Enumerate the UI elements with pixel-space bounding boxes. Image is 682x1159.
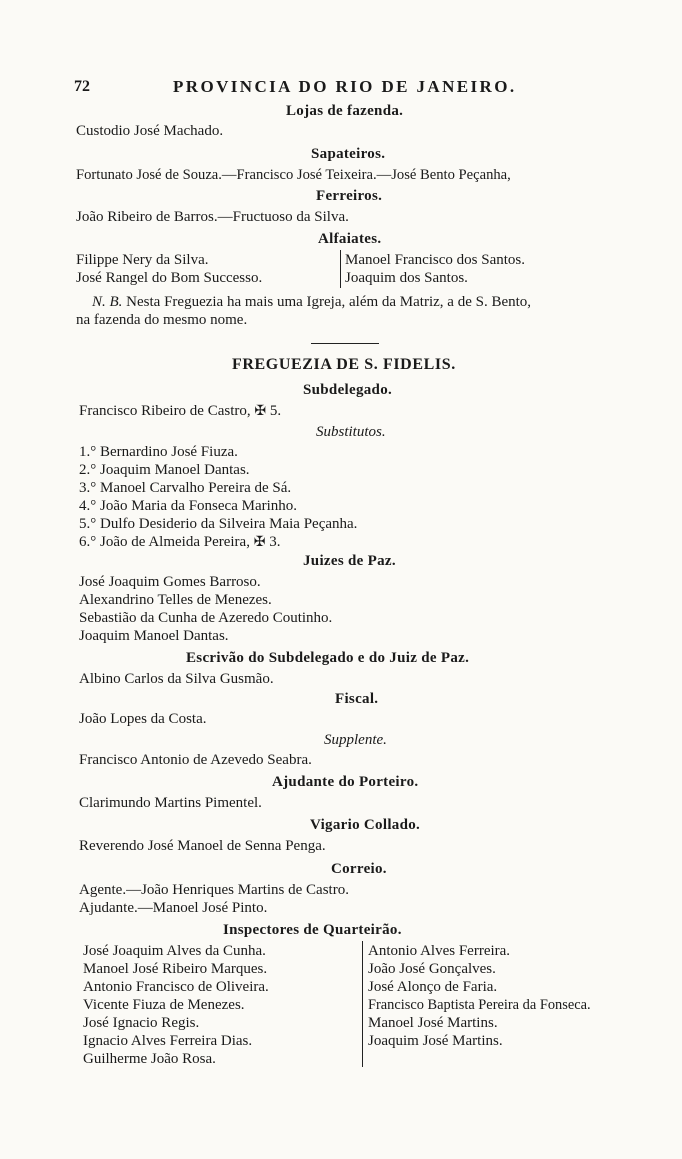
substituto-2: 2.° Joaquim Manoel Dantas. [79, 462, 250, 478]
inspector-left-7: Guilherme João Rosa. [83, 1051, 216, 1067]
note-text-1: Nesta Freguezia ha mais uma Igreja, além da Matriz, a de S. Bento, [126, 294, 532, 310]
page-number: 72 [74, 78, 90, 95]
inspector-right-1: Antonio Alves Ferreira. [368, 943, 511, 959]
supplente-name: Francisco Antonio de Azevedo Seabra. [79, 752, 312, 768]
note-line-2: na fazenda do mesmo nome. [76, 312, 248, 328]
subdelegado-mark: 5. [269, 403, 282, 419]
juiz-2: Alexandrino Telles de Menezes. [79, 592, 272, 608]
inspectores-heading: Inspectores de Quarteirão. [223, 922, 402, 938]
substituto-5: 5.° Dulfo Desiderio da Silveira Maia Peçanha. [79, 516, 358, 532]
inspector-right-3: José Alonço de Faria. [368, 979, 498, 995]
inspector-right-6: Joaquim José Martins. [368, 1033, 503, 1049]
substituto-3: 3.° Manoel Carvalho Pereira de Sá. [79, 480, 292, 496]
fiscal-heading: Fiscal. [335, 691, 379, 707]
substituto-6: 6.° João de Almeida Pereira, [79, 534, 250, 550]
escrivao-name: Albino Carlos da Silva Gusmão. [79, 671, 274, 687]
alfaiates-heading: Alfaiates. [318, 231, 382, 247]
ajudante-name: Clarimundo Martins Pimentel. [79, 795, 262, 811]
juiz-3: Sebastião da Cunha de Azeredo Coutinho. [79, 610, 333, 626]
substituto-1: 1.° Bernardino José Fiuza. [79, 444, 238, 460]
ajudante-heading: Ajudante do Porteiro. [272, 774, 419, 790]
substitutos-heading: Substitutos. [316, 424, 386, 440]
correio-heading: Correio. [331, 861, 387, 877]
inspector-left-3: Antonio Francisco de Oliveira. [83, 979, 269, 995]
inspector-left-2: Manoel José Ribeiro Marques. [83, 961, 268, 977]
sapateiros-heading: Sapateiros. [311, 146, 386, 162]
order-cross-icon: ✠ [254, 404, 267, 419]
vigario-heading: Vigario Collado. [310, 817, 421, 833]
section-rule [311, 343, 379, 344]
vigario-name: Reverendo José Manoel de Senna Penga. [79, 838, 326, 854]
sapateiros-line: Fortunato José de Souza.—Francisco José Teixeira.—José Bento Peçanha, [76, 167, 511, 183]
substituto-4: 4.° João Maria da Fonseca Marinho. [79, 498, 298, 514]
fiscal-name: João Lopes da Costa. [79, 711, 207, 727]
running-title: PROVINCIA DO RIO DE JANEIRO. [173, 77, 517, 96]
lojas-name: Custodio José Machado. [76, 123, 224, 139]
note-label: N. B. [92, 294, 123, 310]
supplente-heading: Supplente. [324, 732, 387, 748]
correio-agente: Agente.—João Henriques Martins de Castro. [79, 882, 349, 898]
juiz-4: Joaquim Manoel Dantas. [79, 628, 229, 644]
fidelis-title: FREGUEZIA DE S. FIDELIS. [232, 356, 456, 373]
subdelegado-line [79, 402, 281, 421]
inspector-left-5: José Ignacio Regis. [83, 1015, 200, 1031]
inspector-right-2: João José Gonçalves. [368, 961, 496, 977]
ferreiros-line: João Ribeiro de Barros.—Fructuoso da Silva. [76, 209, 349, 225]
order-cross-icon: ✠ [253, 535, 266, 550]
escrivao-heading: Escrivão do Subdelegado e do Juiz de Paz. [186, 650, 470, 666]
lojas-heading: Lojas de fazenda. [286, 103, 404, 119]
inspector-left-6: Ignacio Alves Ferreira Dias. [83, 1033, 253, 1049]
note-line-1 [92, 293, 531, 311]
subdelegado-heading: Subdelegado. [303, 382, 393, 398]
subdelegado-name: Francisco Ribeiro de Castro, [79, 403, 251, 419]
inspector-left-1: José Joaquim Alves da Cunha. [83, 943, 266, 959]
alfaiates-right-1: Manoel Francisco dos Santos. [345, 252, 525, 268]
column-divider [362, 941, 363, 1067]
alfaiates-right-2: Joaquim dos Santos. [345, 270, 468, 286]
alfaiates-left-1: Filippe Nery da Silva. [76, 252, 209, 268]
substituto-6-line [79, 533, 280, 552]
substituto-6-mark: 3. [269, 534, 281, 550]
inspector-right-5: Manoel José Martins. [368, 1015, 498, 1031]
juizes-heading: Juizes de Paz. [303, 553, 396, 569]
correio-ajudante: Ajudante.—Manoel José Pinto. [79, 900, 268, 916]
juiz-1: José Joaquim Gomes Barroso. [79, 574, 261, 590]
column-divider [340, 250, 341, 288]
ferreiros-heading: Ferreiros. [316, 188, 383, 204]
alfaiates-left-2: José Rangel do Bom Successo. [76, 270, 263, 286]
inspector-left-4: Vicente Fiuza de Menezes. [83, 997, 245, 1013]
inspector-right-4: Francisco Baptista Pereira da Fonseca. [368, 997, 591, 1013]
